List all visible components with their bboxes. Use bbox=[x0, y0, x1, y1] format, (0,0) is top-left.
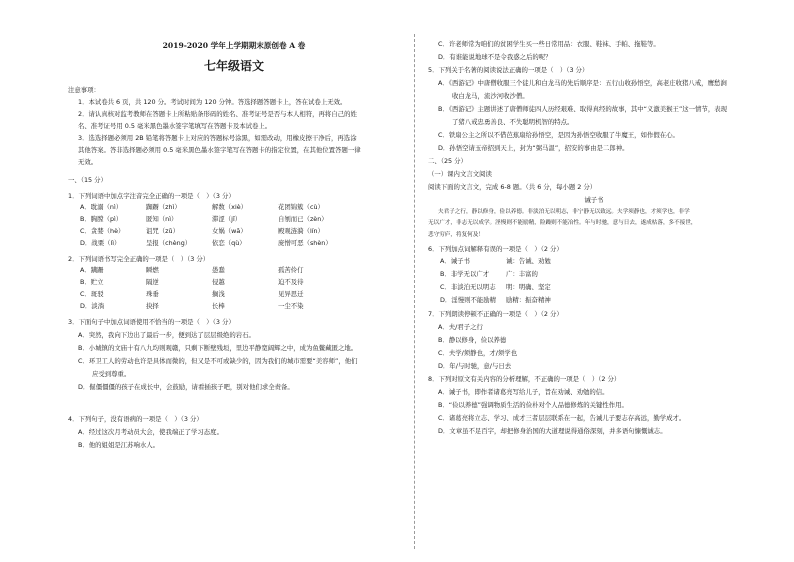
option-line: D．年/与时驰，意/与日去 bbox=[438, 362, 512, 371]
option-cell: D．淡淌 bbox=[80, 301, 105, 310]
option-cell: 诫：告诫、劝勉 bbox=[506, 257, 551, 266]
question-stem: 7．下列朗读停顿不正确的一项是（ ）（2 分） bbox=[428, 310, 563, 319]
notice-item: 3．选选择题必须用 2B 铅笔将答题卡上对应的答题标号涂黑，如需改动，用橡皮擦干净后，再选涂 bbox=[78, 134, 357, 143]
option-cell: 花团锦簇（cù） bbox=[278, 202, 324, 211]
option-line: D．倔僵僵僵的孩子在成长中，会鼓励，请看插孩子吧，别对他们求全责备。 bbox=[78, 382, 294, 391]
option-cell: 励精：振奋精神 bbox=[506, 296, 551, 305]
option-cell: D．战栗（lì） bbox=[80, 238, 121, 247]
option-cell: D．淫慢则不能励精 bbox=[440, 296, 497, 305]
reading-intro: 阅读下面的文言文，完成 6-8 题。（共 6 分，每小题 2 分） bbox=[428, 183, 597, 191]
option-cell: 踟蹰（zhì） bbox=[146, 202, 181, 211]
option-cell: 诅咒（zǔ） bbox=[146, 226, 179, 235]
option-cell: C．非淡泊无以明志 bbox=[440, 283, 496, 292]
passage-title: 诫子书 bbox=[584, 196, 604, 204]
option-line: A．诫子书，即作者诸葛亮写给儿子，旨在劝诫、劝勉的信。 bbox=[438, 388, 609, 397]
option-cell: B．非学无以广才 bbox=[440, 270, 490, 279]
question-stem: 1．下列词语中加点字注音完全正确的一项是（ ）（3 分） bbox=[68, 191, 235, 200]
option-cell: 长棒 bbox=[212, 301, 225, 310]
option-cell: 女娲（wā） bbox=[212, 226, 247, 235]
notice-item: 其他答案。答非选择题必须用 0.5 毫米黑色墨水签字笔写在答题卡的指定位置，在其他位置答题一律 bbox=[78, 146, 361, 155]
section-heading: 一、（15 分） bbox=[68, 175, 107, 184]
option-line: B．静以修身，俭以养德 bbox=[438, 336, 507, 345]
option-cell: 明：明确、坚定 bbox=[506, 283, 551, 292]
option-cell: A．诫子书 bbox=[440, 257, 470, 266]
passage-line: 夫君子之行，静以修身，俭以养德。非淡泊无以明志，非宁静无以致远。夫学须静也，才须学也，非学 bbox=[438, 209, 690, 215]
passage-line: 悲守穷庐，将复何及！ bbox=[428, 231, 484, 238]
right-column bbox=[428, 36, 760, 435]
option-line: D．有谁能说地球不是令我惑之后的呢？ bbox=[438, 53, 552, 61]
option-cell: 搁浅 bbox=[212, 289, 225, 298]
option-cell: 珠垂 bbox=[146, 289, 159, 298]
option-cell: 解数（xiè） bbox=[212, 202, 248, 211]
question-stem: 6．下列加点词解释有误的一项是（ ）（2 分） bbox=[428, 245, 563, 254]
question-stem: 8．下列对原文有关内容的分析理解，不正确的一项是（ ）（2 分） bbox=[428, 375, 621, 384]
option-line: A．突然，我向下边出了最后一步，便到达了层层级绝的岩石。 bbox=[78, 330, 255, 339]
option-line: B．小城镇的文庙十有八九均则观赣，只剩下断壁残垣，里边平静宽阔辉之中，成为鱼鳖藏匿之地。 bbox=[78, 343, 358, 352]
option-line: A．夫/君子之行 bbox=[438, 323, 483, 332]
option-cell: A．蹒跚 bbox=[80, 265, 104, 274]
question-stem: 2．下列词语书写完全正确的一项是（ ）（3 分） bbox=[68, 254, 210, 263]
option-line: D．文章虽不足百字，却把修身治国的大道理说得通俗深刻，并多语句慷慨诚志。 bbox=[438, 427, 667, 436]
option-cell: 殿观涟漪（lín） bbox=[278, 226, 324, 235]
notice-heading: 注意事项： bbox=[68, 86, 100, 95]
q2-options bbox=[80, 266, 400, 310]
notice-item: 无效。 bbox=[78, 158, 98, 167]
option-line: 了猪八戒忠勇善良、不失聪明机智的特点。 bbox=[452, 118, 574, 126]
option-line: A．《西游记》中唐僧收服三个徒儿和白龙马的先后顺序是：五行山收孙悟空，高老庄收猪八戒，鹰愁涧 bbox=[438, 79, 727, 87]
option-cell: 隔逆 bbox=[146, 277, 159, 286]
q1-options bbox=[80, 203, 400, 247]
option-cell: C．贪婪（hè） bbox=[80, 226, 125, 235]
option-cell: 广：丰富的 bbox=[506, 270, 538, 279]
option-cell: 瞬燃 bbox=[146, 265, 159, 274]
option-line: 应受到尊重。 bbox=[92, 369, 131, 378]
option-cell: 迫不及待 bbox=[278, 277, 304, 286]
option-cell: 呈报（chèng） bbox=[146, 238, 192, 247]
option-line: C．环卫工人的劳动也许是具体而微的，但又是不可或缺少的，因为我们的城市需要“美容师”，他们 bbox=[78, 356, 358, 365]
q6-options bbox=[440, 257, 760, 304]
column-divider bbox=[414, 34, 415, 549]
passage-line: 无以广才，非志无以成学。淫慢则不能励精，险躁则不能冶性。年与时驰，意与日去，遂成枯落，多不接世， bbox=[428, 220, 697, 227]
option-line: A．经过这次月考动员大会，使我端正了学习态度。 bbox=[78, 427, 223, 436]
option-cell: B．贮立 bbox=[80, 277, 104, 286]
option-cell: 匿知（nì） bbox=[146, 214, 178, 223]
notice bbox=[68, 86, 400, 166]
question-stem: 4．下列句子，没有语病的一项是（ ）（3 分） bbox=[68, 414, 203, 423]
left-column bbox=[68, 36, 400, 449]
option-line: B．“俭以养德”强调物质生活的俭朴对个人品德修炼的关键性作用。 bbox=[438, 401, 628, 410]
option-cell: 依恋（qù） bbox=[212, 238, 246, 247]
exam-title: 2019-2020 学年上学期期末原创卷 A 卷 bbox=[162, 41, 306, 50]
option-cell: 侵越 bbox=[212, 277, 225, 286]
option-cell: C．斑驳 bbox=[80, 289, 104, 298]
option-line: B．他的姐姐是江苏响水人。 bbox=[78, 440, 160, 449]
option-line: B．《西游记》主题讲述了唐僧师徒四人历经艰难、取得真经的故事，其中“义激美猴王”这一情节，表现 bbox=[438, 105, 727, 113]
option-cell: 庞憎可恶（shèn） bbox=[278, 238, 332, 247]
subsection-heading: （一）课内文言文阅读 bbox=[428, 170, 492, 178]
notice-item: 1．本试卷共 6 页，共 120 分。考试时间为 120 分钟。答选择题答题卡上，答在试卷上无效。 bbox=[78, 98, 347, 107]
option-cell: 愚蠢 bbox=[212, 265, 225, 274]
question-stem: 5．下列关于名著的阅读说法正确的一项是（ ）（3 分） bbox=[428, 66, 589, 74]
notice-item: 2．请认真核对监考教师在答题卡上所粘贴条形码的姓名、准考证号是否与本人相符，再将自己的姓 bbox=[78, 110, 357, 119]
option-cell: 抉择 bbox=[146, 301, 159, 310]
option-line: C．铁扇公主之所以不借芭蕉扇给孙悟空，是因为孙悟空收服了牛魔王，如作假在心。 bbox=[438, 131, 679, 139]
subject-title: 七年级语文 bbox=[203, 59, 264, 74]
option-cell: 见异思迁 bbox=[278, 289, 304, 298]
option-line: C．诸葛亮将立志、学习、成才三者层层联系在一起，告诫儿子要志存高远，勤学成才。 bbox=[438, 414, 686, 423]
passage bbox=[428, 209, 760, 239]
option-cell: 孤苦伶仃 bbox=[278, 265, 304, 274]
option-cell: B．胸膛（pì） bbox=[80, 214, 123, 223]
option-line: D．孙悟空请玉帝招到天上，封为“弼马温”，招安的事由是二郎神。 bbox=[438, 144, 629, 152]
section-heading: 二、（25 分） bbox=[428, 157, 467, 165]
option-cell: 滞涩（jǐ） bbox=[212, 214, 242, 223]
option-cell: A．耽溺（nì） bbox=[80, 202, 123, 211]
option-line: C．许老师常为咱们的贫困学生买一些日常用品：衣服、鞋袜、手帕、拖鞋等。 bbox=[438, 40, 660, 48]
option-line: 收白龙马，流沙河收沙僧。 bbox=[452, 92, 529, 100]
option-cell: 自刎而已（zèn） bbox=[278, 214, 328, 223]
option-cell: 一尘不染 bbox=[278, 301, 304, 310]
notice-item: 名、准考证号用 0.5 毫米黑色墨水签字笔填写在答题卡及本试卷上。 bbox=[78, 122, 272, 131]
question-stem: 3．下面句子中加点词语使用不恰当的一项是（ ）（3 分） bbox=[68, 317, 235, 326]
option-line: C．夫学/须静也，才/须学也 bbox=[438, 349, 518, 358]
